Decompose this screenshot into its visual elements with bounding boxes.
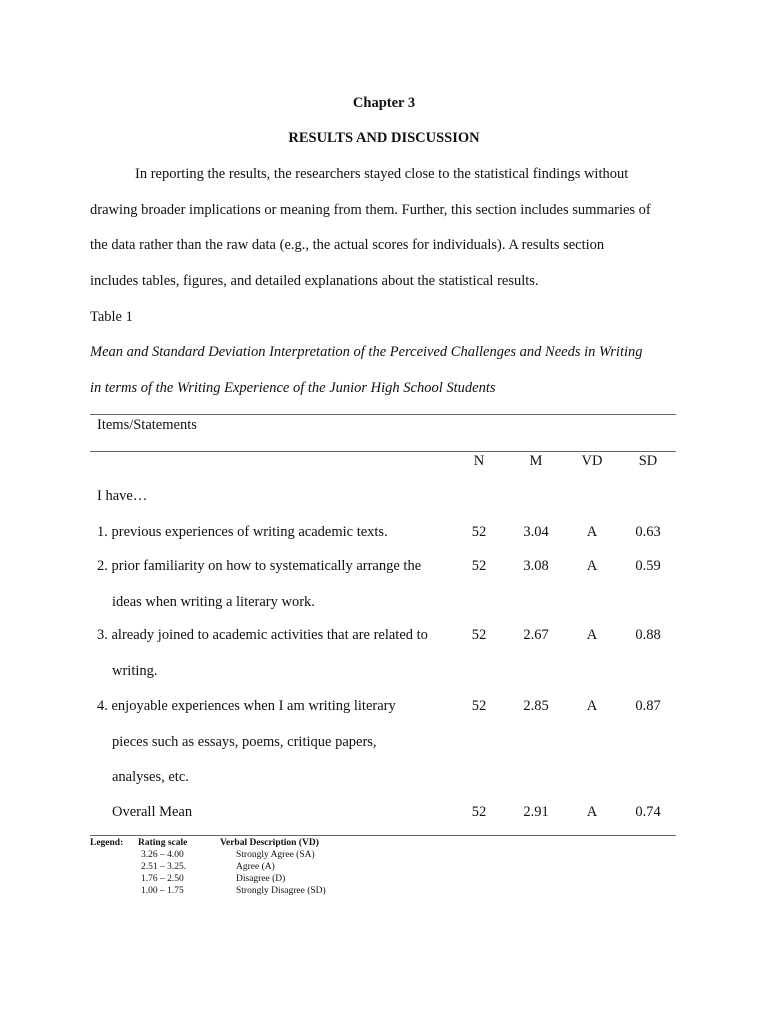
- cell-sd: 0.87: [635, 698, 661, 714]
- paragraph-line: the data rather than the raw data (e.g., the actual scores for individuals). A results section: [90, 237, 605, 253]
- row-statement: 2. prior familiarity on how to systematically arrange the: [97, 558, 422, 574]
- legend-description: Strongly Disagree (SD): [236, 886, 326, 896]
- row-statement-continued: analyses, etc.: [112, 769, 189, 785]
- table-bottom-rule: [90, 835, 676, 836]
- overall-mean-label: Overall Mean: [112, 804, 193, 820]
- row-statement: 4. enjoyable experiences when I am writing literary: [97, 698, 396, 714]
- overall-n: 52: [471, 804, 487, 820]
- chapter-heading: Chapter 3: [352, 95, 416, 111]
- table-caption-line: in terms of the Writing Experience of the Junior High School Students: [90, 380, 496, 396]
- paragraph-line: In reporting the results, the researchers stayed close to the statistical findings without: [135, 166, 629, 182]
- row-statement-continued: ideas when writing a literary work.: [112, 594, 315, 610]
- col-header-m: M: [529, 453, 543, 469]
- overall-sd: 0.74: [635, 804, 661, 820]
- legend-scale: 3.26 – 4.00: [141, 850, 184, 860]
- items-header: Items/Statements: [97, 417, 197, 433]
- table-top-rule: [90, 414, 676, 415]
- cell-m: 2.85: [523, 698, 549, 714]
- cell-sd: 0.88: [635, 627, 661, 643]
- legend-scale: 1.76 – 2.50: [141, 874, 184, 884]
- cell-n: 52: [471, 524, 487, 540]
- legend-description: Disagree (D): [236, 874, 286, 884]
- legend-description: Agree (A): [236, 862, 275, 872]
- row-statement: 1. previous experiences of writing academic texts.: [97, 524, 388, 540]
- table-label: Table 1: [90, 309, 133, 325]
- row-statement: 3. already joined to academic activities that are related to: [97, 627, 428, 643]
- legend-vd-header: Verbal Description (VD): [220, 838, 319, 848]
- legend-description: Strongly Agree (SA): [236, 850, 315, 860]
- table-caption-line: Mean and Standard Deviation Interpretation of the Perceived Challenges and Needs in Writing: [90, 344, 643, 360]
- col-header-n: N: [473, 453, 485, 469]
- paragraph-line: drawing broader implications or meaning from them. Further, this section includes summaries of: [90, 202, 651, 218]
- cell-vd: A: [586, 698, 598, 714]
- cell-vd: A: [586, 627, 598, 643]
- col-header-sd: SD: [638, 453, 658, 469]
- cell-m: 3.08: [523, 558, 549, 574]
- cell-m: 3.04: [523, 524, 549, 540]
- legend-title: Legend:: [90, 838, 124, 848]
- overall-vd: A: [586, 804, 598, 820]
- section-title: RESULTS AND DISCUSSION: [288, 130, 480, 146]
- row-statement-continued: writing.: [112, 663, 158, 679]
- paragraph-line: includes tables, figures, and detailed explanations about the statistical results.: [90, 273, 539, 289]
- cell-n: 52: [471, 558, 487, 574]
- cell-sd: 0.59: [635, 558, 661, 574]
- row-statement-continued: pieces such as essays, poems, critique papers,: [112, 734, 377, 750]
- col-header-vd: VD: [581, 453, 603, 469]
- legend-scale: 1.00 – 1.75: [141, 886, 184, 896]
- legend-scale-header: Rating scale: [138, 838, 188, 848]
- legend-scale: 2.51 – 3.25.: [141, 862, 187, 872]
- table-intro: I have…: [97, 488, 148, 504]
- cell-vd: A: [586, 558, 598, 574]
- cell-n: 52: [471, 698, 487, 714]
- cell-vd: A: [586, 524, 598, 540]
- cell-sd: 0.63: [635, 524, 661, 540]
- cell-n: 52: [471, 627, 487, 643]
- overall-m: 2.91: [523, 804, 549, 820]
- cell-m: 2.67: [523, 627, 549, 643]
